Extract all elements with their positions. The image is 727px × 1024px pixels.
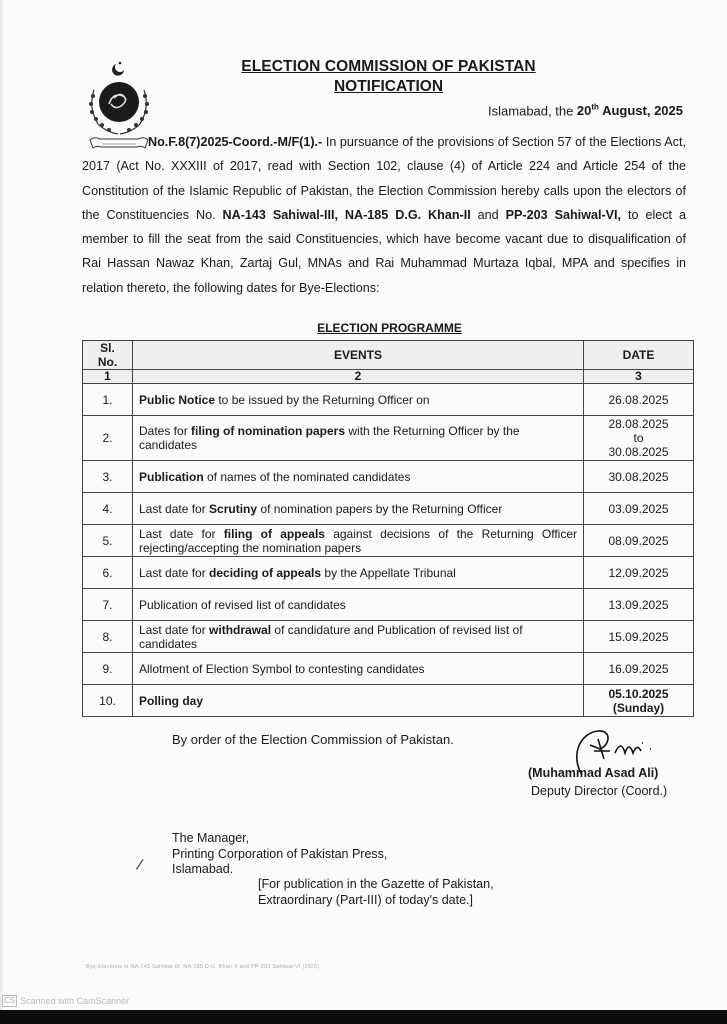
column-header-sl: Sl. No. [83, 341, 133, 370]
pen-tick-mark-icon: / [134, 856, 145, 875]
camscanner-logo-icon: CS [4, 996, 16, 1005]
table-row: 4. Last date for Scrutiny of nomination papers by the Returning Officer 03.09.2025 [83, 493, 694, 525]
table-row: 8. Last date for withdrawal of candidature and Publication of revised list of candidates 15.09.2025 [83, 621, 694, 653]
organization-title: ELECTION COMMISSION OF PAKISTAN [241, 58, 536, 75]
page-shadow-edge [0, 0, 4, 1024]
signatory-name: (Muhammad Asad Ali) [528, 766, 659, 780]
file-reference-footer: Bye-Elections in NA-143 Sahiwal-III, NA-185 D.G. Khan-II and PP-203 Sahiwal-VI (2025) [86, 964, 320, 970]
document-type-title: NOTIFICATION [333, 78, 444, 95]
table-row: 1. Public Notice to be issued by the Returning Officer on 26.08.2025 [83, 384, 694, 416]
table-row: 6. Last date for deciding of appeals by the Appellate Tribunal 12.09.2025 [83, 557, 694, 589]
programme-title: ELECTION PROGRAMME [317, 321, 462, 335]
signatory-designation: Deputy Director (Coord.) [531, 784, 668, 798]
reference-number: No.F.8(7)2025-Coord.-M/F(1).- [148, 135, 323, 149]
column-number-row: 1 2 3 [83, 370, 694, 384]
table-row: 2. Dates for filing of nomination papers with the Returning Officer by the candidates 28.08.2025 to 30.08.2025 [83, 416, 694, 461]
election-programme-table [82, 340, 694, 717]
notification-body: No.F.8(7)2025-Coord.-M/F(1).- In pursuance of the provisions of Section 57 of the Elections Act, 2017 (Act No. XXXIII of 2017, read with Section 102, clause (4) of Article 224 and Article 254 of the Constitution of the Islamic Republic of Pakistan, the Election Commission hereby calls upon the electors of the Constituencies No. NA-143 Sahiwal-III, NA-185 D.G. Khan-II and PP-203 Sahiwal-VI, to elect a member to fill the seat from the said Constituencies, which have become vacant due to disqualification of Rai Hassan Nawaz Khan, Zartaj Gul, MNAs and Rai Muhammad Murtaza Iqbal, MPA and specifies in relation thereto, the following dates for Bye-Elections: [82, 135, 686, 295]
recipient-address: The Manager, Printing Corporation of Pakistan Press, Islamabad. [172, 831, 388, 876]
place-date-line: Islamabad, the 20th August, 2025 [488, 103, 683, 119]
table-row: 3. Publication of names of the nominated candidates 30.08.2025 [83, 461, 694, 493]
bottom-black-bar [0, 1010, 727, 1024]
by-order-line: By order of the Election Commission of Pakistan. [172, 732, 454, 747]
table-row: 7. Publication of revised list of candidates 13.09.2025 [83, 589, 694, 621]
table-row: 9. Allotment of Election Symbol to contesting candidates 16.09.2025 [83, 653, 694, 685]
column-header-events: EVENTS [133, 341, 584, 370]
table-row-polling-day: 10. Polling day 05.10.2025 (Sunday) [83, 685, 694, 717]
gazette-instruction: [For publication in the Gazette of Pakistan, Extraordinary (Part-III) of today's date.] [258, 877, 494, 907]
column-header-date: DATE [584, 341, 694, 370]
table-row: 5. Last date for filing of appeals against decisions of the Returning Officer rejecting/accepting the nomination papers 08.09.2025 [83, 525, 694, 557]
table-header-row [83, 341, 694, 370]
camscanner-watermark: CS Scanned with CamScanner [4, 996, 130, 1006]
